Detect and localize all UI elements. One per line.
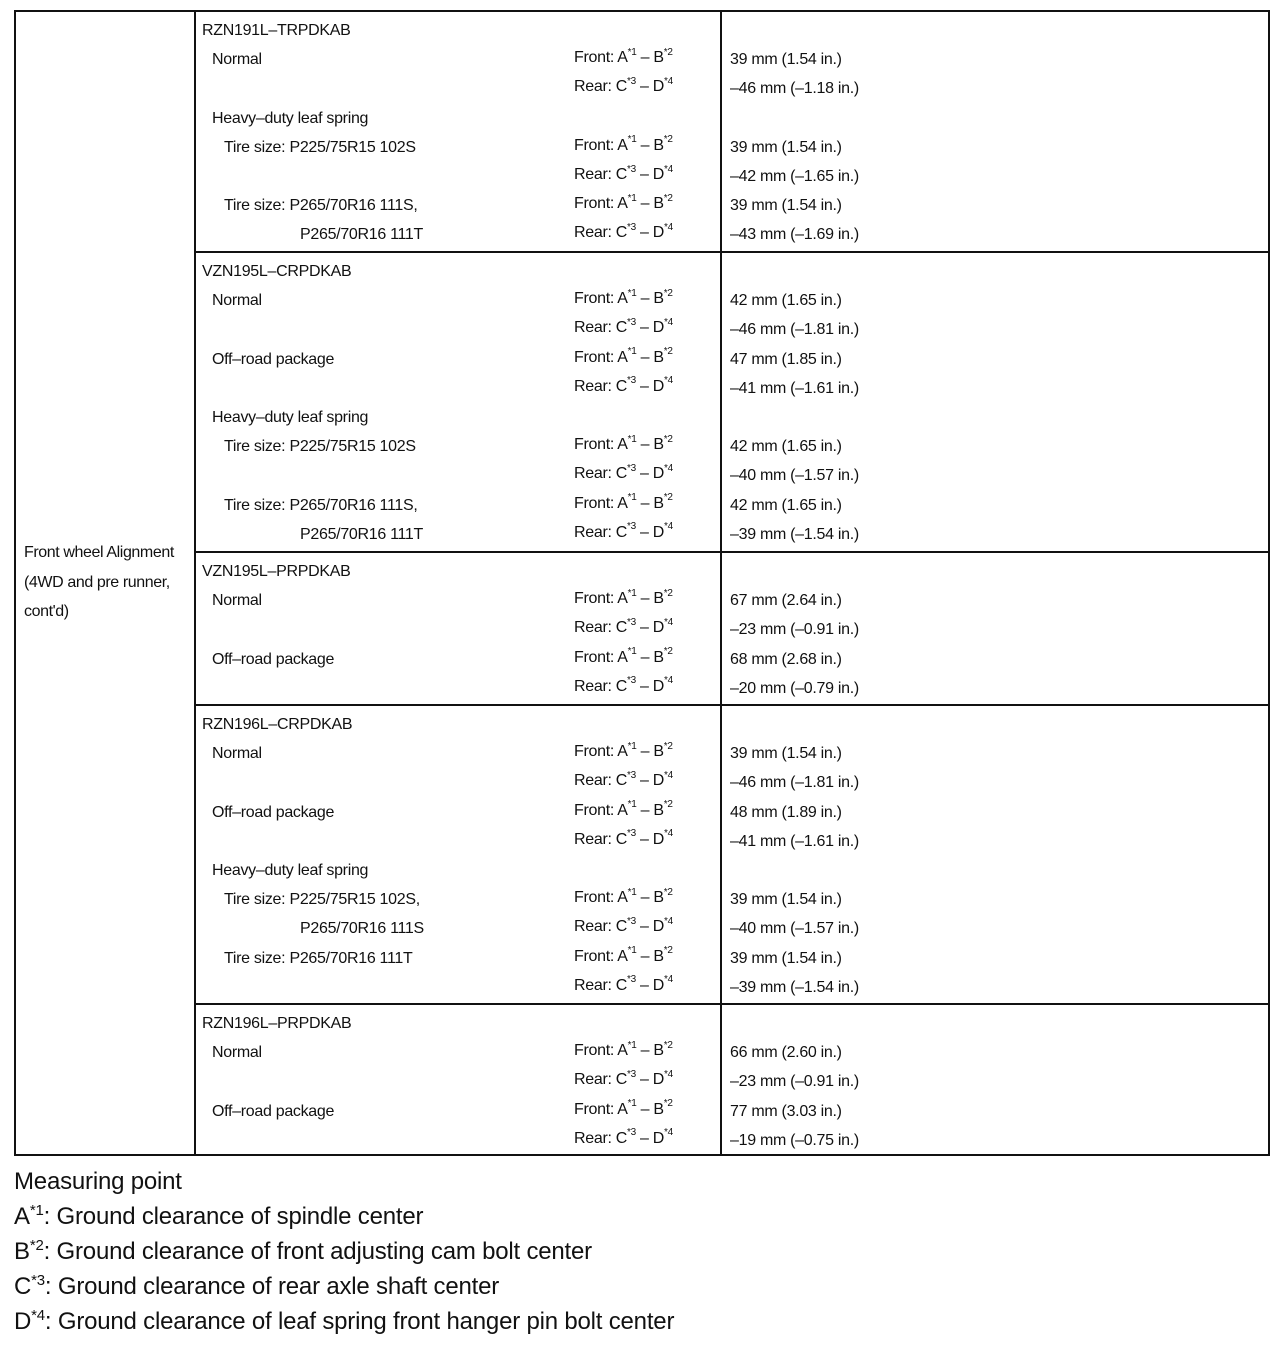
label-text: Rear: C [574, 1071, 628, 1089]
label-text: – B [636, 136, 664, 154]
superscript-marker: *4 [664, 974, 673, 986]
measurement-value: 47 mm (1.85 in.) [730, 350, 842, 368]
superscript-marker: *2 [663, 1098, 673, 1110]
label-text: Rear: C [574, 224, 628, 242]
measurement-value: 42 mm (1.65 in.) [730, 496, 842, 514]
superscript-marker: *4 [31, 1307, 45, 1324]
row-description: Normal [212, 745, 262, 763]
group-divider [196, 704, 1270, 706]
label-text: – B [636, 743, 664, 761]
superscript-marker: *2 [663, 646, 673, 658]
superscript-marker: *3 [627, 916, 636, 928]
rear-measure-label [574, 164, 673, 186]
rear-measure-label [574, 676, 673, 698]
front-measure-label [574, 288, 673, 310]
front-measure-label [574, 434, 673, 456]
superscript-marker: *2 [663, 346, 673, 358]
row-description: Tire size: P265/70R16 111T [224, 949, 413, 967]
label-text: – D [635, 1071, 665, 1089]
front-measure-label [574, 588, 673, 610]
label-text: Rear: C [574, 465, 628, 483]
column-divider [720, 12, 722, 1154]
superscript-marker: *3 [627, 317, 636, 329]
spec-table [14, 10, 1270, 1156]
label-text: – B [636, 49, 664, 67]
measurement-value: –39 mm (–1.54 in.) [730, 525, 859, 543]
label-text: Front: A [574, 290, 628, 308]
superscript-marker: *4 [664, 521, 673, 533]
superscript-marker: *3 [627, 222, 636, 234]
label-text: Rear: C [574, 830, 628, 848]
superscript-marker: *2 [663, 1039, 673, 1051]
superscript-marker: *4 [664, 463, 673, 475]
measurement-value: –23 mm (–0.91 in.) [730, 1073, 859, 1091]
note-text: : Ground clearance of front adjusting cam bolt center [43, 1238, 592, 1265]
note-row [14, 1304, 1264, 1339]
measurement-value: 77 mm (3.03 in.) [730, 1102, 842, 1120]
label-text: – D [635, 918, 665, 936]
rear-measure-label [574, 522, 673, 544]
label-text: Front: A [574, 801, 628, 819]
row-header-label: Front wheel Alignment (4WD and pre runner, cont'd) [24, 544, 174, 620]
label-text: Front: A [574, 889, 628, 907]
measurement-value: –39 mm (–1.54 in.) [730, 978, 859, 996]
note-row [14, 1199, 1264, 1234]
rear-measure-label [574, 76, 673, 98]
row-description: Normal [212, 292, 262, 310]
front-measure-label [574, 347, 673, 369]
notes-title: Measuring point [14, 1168, 182, 1195]
superscript-marker: *3 [627, 521, 636, 533]
front-measure-label [574, 47, 673, 69]
row-description: Off–road package [212, 650, 335, 668]
rear-measure-label [574, 222, 673, 244]
superscript-marker: *4 [664, 375, 673, 387]
row-description: Heavy–duty leaf spring [212, 109, 369, 127]
row-description: Off–road package [212, 1102, 335, 1120]
label-text: – D [635, 166, 665, 183]
note-text: : Ground clearance of spindle center [43, 1203, 424, 1230]
row-description: Tire size: P265/70R16 111S, [224, 197, 418, 215]
superscript-marker: *1 [627, 1039, 637, 1051]
measurement-value: –43 mm (–1.69 in.) [730, 226, 859, 244]
measurement-value: 39 mm (1.54 in.) [730, 138, 842, 156]
measurement-value: –20 mm (–0.79 in.) [730, 679, 859, 697]
superscript-marker: *3 [627, 76, 636, 88]
measurement-value: –46 mm (–1.81 in.) [730, 321, 859, 339]
model-code: VZN195L–CRPDKAB [202, 263, 352, 280]
label-text: – B [636, 1042, 664, 1060]
label-text: – D [635, 1129, 665, 1147]
label-text: – D [635, 772, 665, 790]
label-text: Rear: C [574, 918, 628, 936]
note-letter: D [14, 1308, 32, 1335]
label-text: – D [635, 78, 665, 96]
label-text: Front: A [574, 590, 628, 608]
label-text: Rear: C [574, 166, 628, 183]
superscript-marker: *4 [664, 1127, 673, 1139]
superscript-marker: *3 [627, 163, 636, 175]
label-text: Front: A [574, 494, 628, 512]
note-text: : Ground clearance of rear axle shaft center [44, 1273, 500, 1300]
front-measure-label [574, 887, 673, 909]
label-text: – D [635, 377, 665, 395]
rear-measure-label [574, 1069, 673, 1091]
label-text: Front: A [574, 1100, 628, 1118]
superscript-marker: *3 [627, 1069, 636, 1081]
notes-list [14, 1199, 1264, 1339]
label-text: Front: A [574, 947, 628, 965]
measurement-value: –46 mm (–1.81 in.) [730, 774, 859, 792]
label-text: – D [635, 830, 665, 848]
row-description: Normal [212, 51, 262, 69]
superscript-marker: *4 [664, 222, 673, 234]
note-row [14, 1269, 1264, 1304]
superscript-marker: *2 [663, 945, 673, 957]
superscript-marker: *4 [664, 675, 673, 687]
row-description: Off–road package [212, 350, 335, 368]
label-text: Rear: C [574, 319, 628, 337]
superscript-marker: *1 [627, 886, 637, 898]
label-text: Front: A [574, 195, 628, 213]
measurement-value: 39 mm (1.54 in.) [730, 51, 842, 69]
measurement-value: –41 mm (–1.61 in.) [730, 832, 859, 850]
model-code: VZN195L–PRPDKAB [202, 563, 351, 580]
superscript-marker: *2 [663, 46, 673, 58]
superscript-marker: *2 [663, 287, 673, 299]
superscript-marker: *4 [664, 1069, 673, 1081]
superscript-marker: *1 [627, 646, 637, 658]
superscript-marker: *2 [663, 433, 673, 445]
measurement-value: –23 mm (–0.91 in.) [730, 621, 859, 639]
measurement-value: –40 mm (–1.57 in.) [730, 467, 859, 485]
front-measure-label [574, 1040, 673, 1062]
superscript-marker: *4 [664, 770, 673, 782]
label-text: – B [636, 590, 664, 608]
measurement-value: 39 mm (1.54 in.) [730, 197, 842, 215]
label-text: – D [635, 319, 665, 337]
superscript-marker: *4 [664, 916, 673, 928]
superscript-marker: *4 [664, 317, 673, 329]
superscript-marker: *2 [663, 799, 673, 811]
measurement-value: 48 mm (1.89 in.) [730, 803, 842, 821]
superscript-marker: *1 [627, 192, 637, 204]
front-measure-label [574, 493, 673, 515]
superscript-marker: *3 [627, 828, 636, 840]
label-text: Rear: C [574, 377, 628, 395]
label-text: – D [635, 976, 665, 994]
superscript-marker: *2 [663, 492, 673, 504]
front-measure-label [574, 135, 673, 157]
label-text: – B [636, 290, 664, 308]
measurement-value: 68 mm (2.68 in.) [730, 650, 842, 668]
rear-measure-label [574, 770, 673, 792]
label-text: – B [636, 494, 664, 512]
note-letter: C [14, 1273, 32, 1300]
superscript-marker: *2 [663, 886, 673, 898]
superscript-marker: *4 [664, 76, 673, 88]
model-code: RZN191L–TRPDKAB [202, 22, 351, 39]
superscript-marker: *3 [627, 675, 636, 687]
rear-measure-label [574, 376, 673, 398]
group-divider [196, 551, 1270, 553]
label-text: Rear: C [574, 523, 628, 541]
measurement-value: –41 mm (–1.61 in.) [730, 379, 859, 397]
label-text: Front: A [574, 348, 628, 366]
label-text: – B [636, 436, 664, 454]
superscript-marker: *1 [627, 134, 637, 146]
row-description: Off–road package [212, 803, 335, 821]
measurement-value: 39 mm (1.54 in.) [730, 745, 842, 763]
label-text: – B [636, 889, 664, 907]
superscript-marker: *1 [627, 433, 637, 445]
measurement-value: –40 mm (–1.57 in.) [730, 920, 859, 938]
label-text: Rear: C [574, 78, 628, 96]
measurement-value: 67 mm (2.64 in.) [730, 592, 842, 610]
rear-measure-label [574, 463, 673, 485]
rear-measure-label [574, 617, 673, 639]
note-row [14, 1234, 1264, 1269]
superscript-marker: *1 [29, 1202, 44, 1219]
superscript-marker: *4 [664, 828, 673, 840]
label-text: Front: A [574, 136, 628, 154]
label-text: – D [635, 677, 665, 695]
note-letter: A [14, 1203, 30, 1230]
row-description: P265/70R16 111T [300, 226, 424, 244]
superscript-marker: *2 [663, 134, 673, 146]
label-text: Rear: C [574, 1129, 628, 1147]
row-description: Normal [212, 1044, 262, 1062]
label-text: Front: A [574, 743, 628, 761]
measurement-value: –46 mm (–1.18 in.) [730, 80, 859, 98]
label-text: Rear: C [574, 772, 628, 790]
measuring-point-notes [14, 1164, 1264, 1339]
front-measure-label [574, 1099, 673, 1121]
label-text: Rear: C [574, 619, 628, 637]
model-code: RZN196L–PRPDKAB [202, 1015, 352, 1032]
superscript-marker: *3 [627, 1127, 636, 1139]
row-description: Heavy–duty leaf spring [212, 409, 369, 426]
measurement-value: 42 mm (1.65 in.) [730, 438, 842, 456]
superscript-marker: *3 [627, 375, 636, 387]
superscript-marker: *2 [663, 587, 673, 599]
superscript-marker: *1 [627, 945, 637, 957]
label-text: – D [635, 224, 665, 242]
rear-measure-label [574, 317, 673, 339]
row-description: Tire size: P225/75R15 102S [224, 438, 416, 456]
superscript-marker: *1 [627, 346, 637, 358]
label-text: – B [636, 348, 664, 366]
row-description: P265/70R16 111T [300, 525, 424, 543]
row-description: Tire size: P225/75R15 102S, [224, 891, 420, 909]
row-description: Tire size: P225/75R15 102S [224, 138, 416, 156]
measurement-value: 39 mm (1.54 in.) [730, 949, 842, 967]
superscript-marker: *1 [627, 1098, 637, 1110]
superscript-marker: *1 [627, 587, 637, 599]
superscript-marker: *3 [627, 974, 636, 986]
row-description: Normal [212, 592, 262, 610]
measurement-value: 66 mm (2.60 in.) [730, 1044, 842, 1062]
front-measure-label [574, 800, 673, 822]
label-text: – B [636, 801, 664, 819]
superscript-marker: *2 [663, 192, 673, 204]
rear-measure-label [574, 1128, 673, 1150]
measurement-value: –42 mm (–1.65 in.) [730, 168, 859, 185]
superscript-marker: *2 [663, 740, 673, 752]
group-divider [196, 1003, 1270, 1005]
superscript-marker: *1 [627, 799, 637, 811]
label-text: Front: A [574, 436, 628, 454]
superscript-marker: *1 [627, 287, 637, 299]
front-measure-label [574, 741, 673, 763]
front-measure-label [574, 193, 673, 215]
front-measure-label [574, 647, 673, 669]
row-description: Tire size: P265/70R16 111S, [224, 496, 418, 514]
label-text: – B [636, 648, 664, 666]
label-text: – D [635, 619, 665, 637]
superscript-marker: *3 [627, 770, 636, 782]
label-text: – D [635, 465, 665, 483]
note-text: : Ground clearance of leaf spring front hanger pin bolt center [44, 1308, 675, 1335]
superscript-marker: *3 [627, 617, 636, 629]
label-text: – B [636, 1100, 664, 1118]
measurement-value: –19 mm (–0.75 in.) [730, 1131, 859, 1149]
superscript-marker: *2 [29, 1237, 44, 1254]
left-column [16, 12, 196, 1154]
label-text: Front: A [574, 49, 628, 67]
row-description: P265/70R16 111S [300, 920, 424, 938]
rear-measure-label [574, 916, 673, 938]
superscript-marker: *1 [627, 492, 637, 504]
group-divider [196, 251, 1270, 253]
superscript-marker: *3 [627, 463, 636, 475]
label-text: Front: A [574, 648, 628, 666]
note-letter: B [14, 1238, 30, 1265]
label-text: – D [635, 523, 665, 541]
superscript-marker: *1 [627, 740, 637, 752]
superscript-marker: *3 [31, 1272, 45, 1289]
superscript-marker: *4 [664, 617, 673, 629]
measurement-value: 42 mm (1.65 in.) [730, 292, 842, 310]
label-text: Front: A [574, 1042, 628, 1060]
rear-measure-label [574, 829, 673, 851]
label-text: – B [636, 195, 664, 213]
label-text: Rear: C [574, 677, 628, 695]
front-measure-label [574, 946, 673, 968]
label-text: – B [636, 947, 664, 965]
model-code: RZN196L–CRPDKAB [202, 716, 353, 733]
superscript-marker: *4 [664, 163, 673, 175]
label-text: Rear: C [574, 976, 628, 994]
row-description: Heavy–duty leaf spring [212, 862, 369, 879]
rear-measure-label [574, 975, 673, 997]
measurement-value: 39 mm (1.54 in.) [730, 891, 842, 909]
superscript-marker: *1 [627, 46, 637, 58]
